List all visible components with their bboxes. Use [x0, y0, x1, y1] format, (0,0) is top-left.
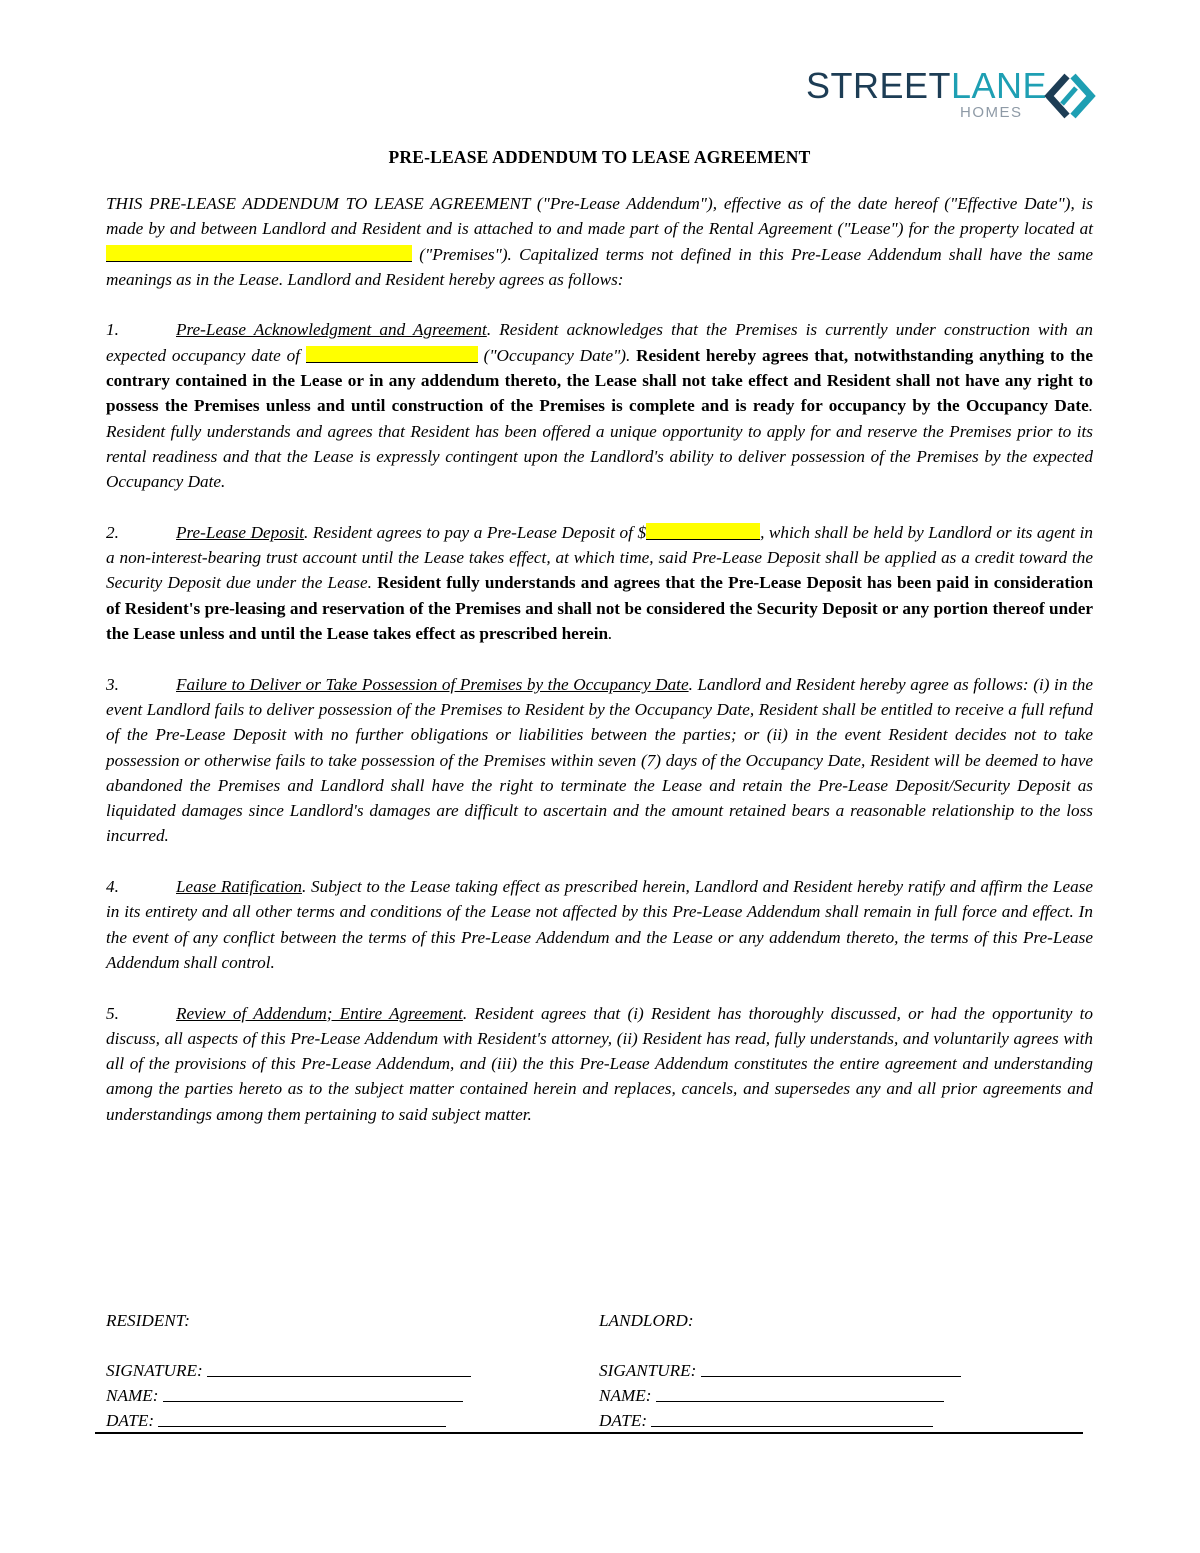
- occupancy-date-field[interactable]: [306, 346, 478, 363]
- section-number: 4.: [106, 877, 119, 897]
- section-bold-text: Resident hereby agrees that, notwithstanding anything to the contrary contained in the Lease or in any addendum thereto, the Lease shall not take effect and Resident shall not have any right to possess the Premises unless and until construction of the Premises is complete and is ready for occupancy by the Occupancy Date: [106, 345, 1093, 416]
- logo-street: STREET: [806, 65, 952, 106]
- document-title: PRE-LEASE ADDENDUM TO LEASE AGREEMENT: [388, 147, 811, 167]
- intro-paragraph: [106, 191, 1093, 292]
- logo-wordmark: [806, 66, 1047, 106]
- document-body: [106, 147, 1093, 1152]
- section-text: . Resident acknowledges that the Premises is currently under construction with an expected occupancy date of: [106, 320, 1093, 365]
- section-text: , which shall be held by Landlord or its agent in a non-interest-bearing trust account until the Lease takes effect, at which time, said Pre-Lease Deposit shall be applied as a credit toward the Security Deposit due under the Lease.: [106, 522, 1094, 593]
- section-text: ("Occupancy Date").: [477, 345, 637, 365]
- landlord-signature-label: SIGANTURE:: [599, 1361, 697, 1380]
- intro-text-a: THIS PRE-LEASE ADDENDUM TO LEASE AGREEMENT ("Pre-Lease Addendum"), effective as of the date hereof ("Effective Date"), is made by and between Landlord and Resident and is attached to and made part of the Rental Agreement ("Lease") for the property located at: [106, 194, 1093, 239]
- section-4: [106, 874, 1093, 975]
- landlord-signature-line[interactable]: [701, 1362, 961, 1377]
- deposit-amount-field[interactable]: [646, 523, 760, 540]
- section-heading: Pre-Lease Acknowledgment and Agreement: [176, 320, 487, 340]
- resident-signature-line[interactable]: [207, 1362, 471, 1377]
- section-number: 1.: [106, 320, 119, 340]
- section-heading: Failure to Deliver or Take Possession of Premises by the Occupancy Date: [176, 674, 689, 694]
- diamond-arrow-logo-icon: [1040, 68, 1096, 124]
- section-heading: Pre-Lease Deposit: [176, 522, 305, 542]
- resident-date-label: DATE:: [106, 1411, 155, 1430]
- section-number: 2.: [106, 522, 119, 542]
- section-2: [106, 520, 1093, 646]
- resident-name-label: NAME:: [106, 1386, 159, 1405]
- section-heading: Lease Ratification: [176, 877, 302, 897]
- section-1: [106, 317, 1093, 494]
- landlord-signature-column: [599, 1308, 999, 1433]
- section-5: [106, 1001, 1093, 1127]
- section-text: . Resident fully understands and agrees that Resident has been offered a unique opportunity to apply for and reserve the Premises prior to its rental readiness and that the Lease is expressly contingent upon the Landlord's ability to deliver possession of the Premises by the expected Occupancy Date.: [106, 396, 1093, 492]
- landlord-name-line[interactable]: [656, 1387, 944, 1402]
- resident-signature-column: [106, 1308, 506, 1433]
- resident-date-line[interactable]: [158, 1412, 446, 1427]
- landlord-date-label: DATE:: [599, 1411, 648, 1430]
- section-number: 3.: [106, 674, 119, 694]
- landlord-title: LANDLORD:: [599, 1311, 694, 1330]
- section-text: . Landlord and Resident hereby agree as follows: (i) in the event Landlord fails to deliver possession of the Premises to Resident by the Occupancy Date, Resident shall be entitled to receive a full refund of the Pre-Lease Deposit with no further obligations or liabilities between the parties; or (ii) in the event Resident decides not to take possession or otherwise fails to take possession of the Premises within seven (7) days of the Occupancy Date, Resident will be deemed to have abandoned the Premises and Landlord shall have the right to terminate the Lease and retain the Pre-Lease Deposit/Security Deposit as liquidated damages since Landlord's damages are difficult to ascertain and the amount retained bears a reasonable relationship to the loss incurred.: [106, 674, 1094, 846]
- resident-title: RESIDENT:: [106, 1311, 191, 1330]
- logo-subtitle: HOMES: [960, 104, 1023, 121]
- company-logo: [806, 65, 1106, 128]
- resident-name-line[interactable]: [163, 1387, 463, 1402]
- section-bold-text: Resident fully understands and agrees that the Pre-Lease Deposit has been paid in consideration of Resident's pre-leasing and reservation of the Premises and shall not be considered the Security Deposit or any portion thereof under the Lease unless and until the Lease takes effect as prescribed herein: [106, 573, 1094, 644]
- premises-field[interactable]: [106, 245, 412, 262]
- section-number: 5.: [106, 1003, 119, 1023]
- section-3: [106, 672, 1093, 849]
- resident-signature-label: SIGNATURE:: [106, 1361, 203, 1380]
- logo-lane: LANE: [951, 65, 1048, 106]
- section-heading: Review of Addendum; Entire Agreement: [176, 1003, 463, 1023]
- intro-text-b: ("Premises"). Capitalized terms not defined in this Pre-Lease Addendum shall have the same meanings as in the Lease. Landlord and Resident hereby agrees as follows:: [106, 244, 1093, 289]
- footer-rule: [95, 1432, 1083, 1434]
- section-text: . Subject to the Lease taking effect as prescribed herein, Landlord and Resident hereby ratify and affirm the Lease in its entirety and all other terms and conditions of the Lease not affected by this Pre-Lease Addendum shall remain in full force and effect. In the event of any conflict between the terms of this Pre-Lease Addendum and the Lease or any addendum thereto, the terms of this Pre-Lease Addendum shall control.: [106, 877, 1093, 972]
- section-text: . Resident agrees to pay a Pre-Lease Deposit of $: [304, 522, 647, 542]
- section-text: . Resident agrees that (i) Resident has thoroughly discussed, or had the opportunity to discuss, all aspects of this Pre-Lease Addendum with Resident's attorney, (ii) Resident has read, fully understands, and voluntarily agrees with all of the provisions of this Pre-Lease Addendum, and (iii) the this Pre-Lease Addendum constitutes the entire agreement and understanding among the parties hereto as to the subject matter contained herein and replaces, cancels, and supersedes any and all prior agreements and understandings among them pertaining to said subject matter.: [106, 1003, 1093, 1124]
- landlord-date-line[interactable]: [651, 1412, 933, 1427]
- landlord-name-label: NAME:: [599, 1386, 652, 1405]
- section-text: .: [608, 624, 613, 644]
